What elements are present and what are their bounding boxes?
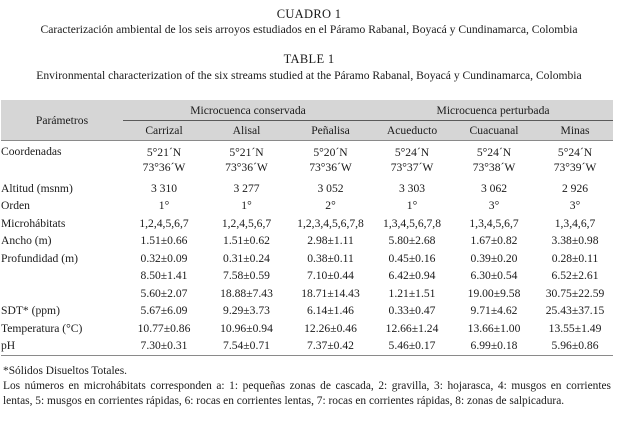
table-row (1, 215, 613, 233)
site-header: Peñalisa (288, 121, 373, 141)
caption-en-text: Environmental characterization of the six streams studied at the Páramo Rabanal, Boyacá y Cundinamarca, Colombia (36, 69, 582, 82)
table-cell: 1,2,3,4,5,6,7,8 (297, 216, 364, 230)
table-cell: 8.50±1.41 (140, 269, 188, 283)
row-label: Microhábitats (1, 216, 66, 230)
table-cell: 3 052 (317, 181, 344, 195)
table-row (1, 337, 613, 355)
coord-lon: 73°36´W (309, 161, 352, 174)
table-cell: 1° (158, 199, 170, 213)
table-cell: 5.46±0.17 (373, 337, 451, 355)
row-label: Altitud (msnm) (1, 181, 73, 195)
coord-lon: 73°37´W (390, 161, 434, 174)
row-label: SDT* (ppm) (1, 304, 60, 318)
row-label: pH (1, 337, 123, 355)
table-cell: 5.96±0.86 (537, 337, 613, 355)
table-cell: 0.45±0.16 (388, 251, 436, 265)
environment-table (1, 100, 613, 356)
row-label (1, 285, 123, 303)
table-cell: 7.30±0.31 (123, 337, 205, 355)
table-row (1, 302, 613, 320)
table-cell: 3.38±0.98 (551, 234, 599, 248)
table-cell: 7.37±0.42 (288, 337, 373, 355)
site-header: Cuacuanal (451, 121, 537, 141)
coord-lat: 5°24´N (394, 146, 430, 159)
coord-cell (451, 141, 537, 176)
table-cell: 2.98±1.11 (307, 234, 354, 248)
coord-lon: 73°38´W (472, 161, 516, 174)
footnote-microhabitats: Los números en microhábitats corresponden a: 1: pequeñas zonas de cascada, 2: gravilla, 3: hojarasca, 4: musgos en corrientes lentas, 5: musgos en corrientes rápidas, 6: rocas en corrientes lentas, 7: rocas en corrientes rápidas, 8: zonas de salpicadura. (3, 380, 611, 407)
table-cell: 6.30±0.54 (470, 269, 518, 283)
row-label: Profundidad (m) (1, 251, 78, 265)
table-row (1, 197, 613, 215)
table-cell: 1,3,4,5,6,7,8 (383, 216, 441, 230)
coord-cell (123, 141, 205, 176)
caption-en-label: TABLE 1 (283, 52, 335, 66)
table-cell: 2 926 (561, 181, 589, 195)
table-cell: 30.75±22.59 (545, 286, 605, 300)
row-label: Orden (1, 199, 30, 213)
site-header: Minas (537, 121, 613, 141)
table-row (1, 250, 613, 268)
table-cell: 3° (488, 199, 500, 213)
coord-lat: 5°21´N (229, 146, 264, 159)
site-header: Alisal (205, 121, 288, 141)
table-cell: 7.54±0.71 (205, 337, 288, 355)
coord-lat: 5°20´N (313, 146, 348, 159)
group-header-conservada: Microcuenca conservada (123, 100, 373, 121)
table-cell: 5.80±2.68 (388, 234, 436, 248)
table-row (1, 320, 613, 338)
table-cell: 18.71±14.43 (301, 286, 360, 300)
footnote-sdt: *Sólidos Disueltos Totales. (3, 365, 127, 377)
row-label: Ancho (m) (1, 234, 52, 248)
row-label: Temperatura (°C) (1, 321, 83, 335)
table-cell: 0.33±0.47 (388, 304, 436, 318)
site-header: Carrizal (123, 121, 205, 141)
table-cell: 3 277 (233, 181, 260, 195)
table-cell: 1,2,4,5,6,7 (139, 216, 189, 230)
group-header-perturbada: Microcuenca perturbada (373, 100, 613, 121)
table-cell: 5.60±2.07 (140, 286, 188, 300)
table-cell: 0.32±0.09 (140, 251, 188, 265)
table-cell: 12.66±1.24 (385, 321, 439, 335)
coord-lon: 73°39´W (553, 161, 597, 174)
table-cell: 0.39±0.20 (470, 251, 518, 265)
param-header: Parámetros (1, 100, 123, 141)
coord-cell (205, 141, 288, 176)
table-cell: 25.43±37.15 (545, 304, 605, 318)
table-row (1, 232, 613, 250)
table-cell: 6.99±0.18 (451, 337, 537, 355)
table-cell: 1.21±1.51 (388, 286, 436, 300)
table-row (1, 267, 613, 285)
table-cell: 1,3,4,6,7 (554, 216, 596, 230)
table-cell: 10.96±0.94 (220, 321, 273, 335)
table-cell: 1,3,4,5,6,7 (469, 216, 519, 230)
table-cell: 9.29±3.73 (223, 304, 270, 318)
header-row-groups (1, 100, 613, 121)
table-cell: 6.14±1.46 (307, 304, 354, 318)
table-row (1, 175, 613, 197)
table-cell: 6.42±0.94 (388, 269, 436, 283)
table-cell: 1° (241, 199, 252, 213)
coord-lon: 73°36´W (225, 161, 268, 174)
table-cell: 1,2,4,5,6,7 (221, 216, 272, 230)
table-row (1, 141, 613, 176)
table-cell: 7.10±0.44 (307, 269, 354, 283)
table-cell: 3 310 (150, 181, 178, 195)
table-cell: 2° (325, 199, 336, 213)
table-cell: 12.26±0.46 (304, 321, 357, 335)
caption-es-label: CUADRO 1 (276, 7, 342, 21)
table-cell: 13.55±1.49 (548, 321, 602, 335)
table-cell: 6.52±2.61 (551, 269, 599, 283)
coord-lat: 5°24´N (476, 146, 512, 159)
row-label (1, 267, 123, 285)
table-cell: 1° (406, 199, 418, 213)
site-header: Acueducto (373, 121, 451, 141)
coord-lat: 5°24´N (557, 146, 593, 159)
coord-cell (373, 141, 451, 176)
table-cell: 3° (569, 199, 581, 213)
table-cell: 1.51±0.66 (140, 234, 188, 248)
table-cell: 0.38±0.11 (307, 251, 354, 265)
row-label: Coordenadas (1, 141, 123, 176)
table-cell: 1.67±0.82 (470, 234, 518, 248)
coord-lat: 5°21´N (146, 146, 182, 159)
table-cell: 9.71±4.62 (470, 304, 518, 318)
table-row (1, 285, 613, 303)
table-cell: 10.77±0.86 (137, 321, 191, 335)
table-cell: 3 062 (480, 181, 508, 195)
table-cell: 3 303 (398, 181, 426, 195)
table-cell: 13.66±1.00 (467, 321, 521, 335)
table-cell: 18.88±7.43 (220, 286, 273, 300)
coord-cell (537, 141, 613, 176)
coord-cell (288, 141, 373, 176)
table-cell: 5.67±6.09 (140, 304, 188, 318)
table-cell: 0.28±0.11 (551, 251, 599, 265)
table-cell: 0.31±0.24 (223, 251, 270, 265)
table-cell: 19.00±9.58 (467, 286, 521, 300)
caption-es-text: Caracterización ambiental de los seis arroyos estudiados en el Páramo Rabanal, Boyacá y Cundinamarca, Colombia (40, 23, 578, 36)
table-cell: 1.51±0.62 (223, 234, 270, 248)
table-cell: 7.58±0.59 (223, 269, 270, 283)
coord-lon: 73°36´W (142, 161, 186, 174)
